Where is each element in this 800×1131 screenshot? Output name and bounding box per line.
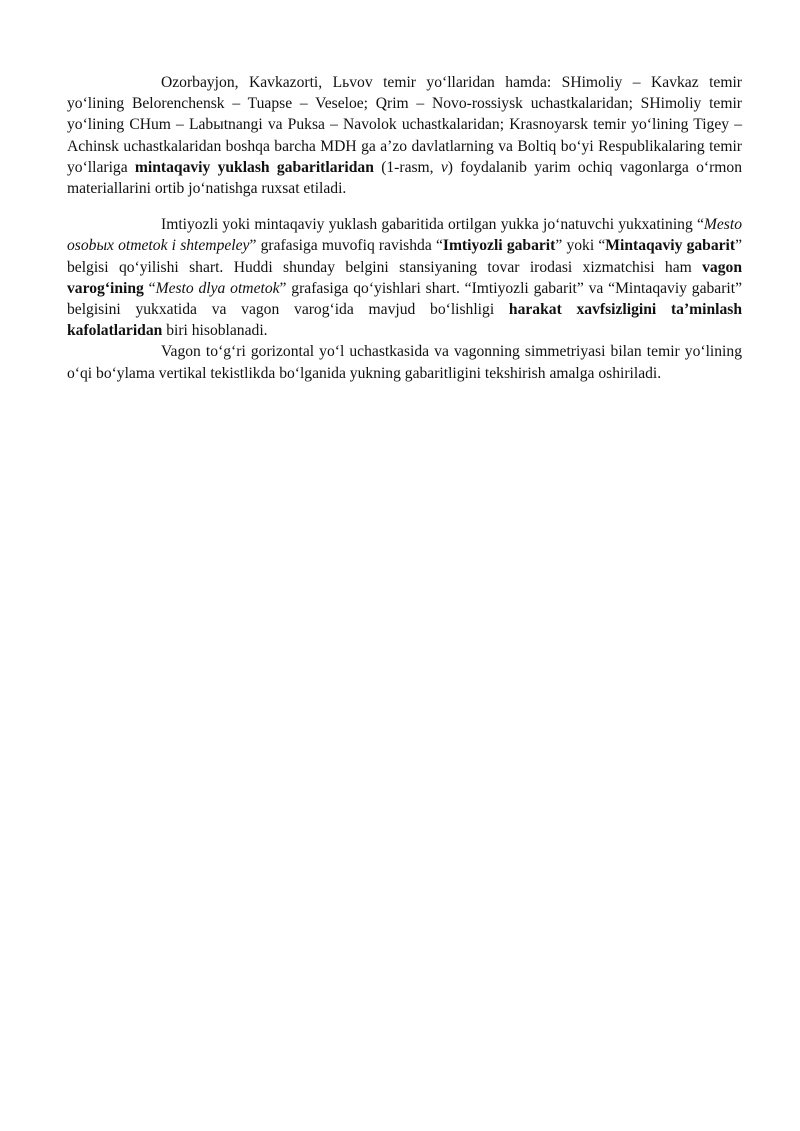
- paragraph-2: [67, 214, 742, 341]
- paragraph-3: [67, 341, 742, 383]
- text-run: ) foydalanib yarim ochiq vagonlarga o‘rmon materiallarini ortib jo‘natishga ruxsat etiladi.: [67, 158, 742, 198]
- text-run: ” belgisi qo‘yilishi shart. Huddi shunday belgini stansiyaning tovar irodasi xizmatchisi ham: [67, 237, 743, 276]
- text-run: “: [143, 279, 156, 297]
- italic-run: Mesto dlya otmetok: [155, 279, 280, 297]
- text-run: ” yoki “: [555, 237, 606, 255]
- bold-run: harakat xavfsizligini ta’minlash kafolatlaridan: [67, 301, 743, 340]
- document-page: [67, 72, 742, 384]
- italic-run: Mesto osobыx otmetok i shtempeley: [67, 216, 742, 255]
- text-run: ” grafasiga muvofiq ravishda “: [249, 237, 443, 255]
- paragraph-1: [67, 72, 742, 199]
- bold-run: Imtiyozli gabarit: [442, 237, 556, 255]
- text-run: biri hisoblanadi.: [162, 322, 268, 340]
- bold-run: vagon varog‘ining: [67, 258, 742, 297]
- text-run: ” grafasiga qo‘yishlari shart. “Imtiyozli gabarit” va “Mintaqaviy gabarit” belgisini yukxatida va vagon varog‘ida mavjud bo‘lishligi: [67, 279, 742, 319]
- bold-run: mintaqaviy yuklash gabaritlaridan: [134, 158, 374, 176]
- text-run: Imtiyozli yoki mintaqaviy yuklash gabaritida ortilgan yukka jo‘natuvchi yukxatining “: [161, 216, 704, 234]
- bold-run: Mintaqaviy gabarit: [605, 237, 736, 255]
- text-run: Vagon to‘g‘ri gorizontal yo‘l uchastkasida va vagonning simmetriyasi bilan temir yo‘lining o‘qi bo‘ylama vertikal tekistlikda bo‘lganida yukning gabaritligini tekshirish amalga oshiriladi.: [67, 343, 742, 382]
- text-run: Ozorbayjon, Kavkazorti, Lьvov temir yo‘llaridan hamda: SHimoliy – Kavkaz temir yo‘lining Belorenchensk – Tuapse – Veseloe; Qrim – Novo-rossiysk uchastkalaridan; SHimoliy temir yo‘lining CHum – Labыtnangi va Puksa – Navolok uchastkalaridan; Krasnoyarsk temir yo‘lining Tigey – Achinsk uchastkalaridan boshqa barcha MDH ga a’zo davlatlarning va Boltiq bo‘yi Respublikalaring temir yo‘llariga: [67, 74, 742, 176]
- italic-run: v: [440, 158, 448, 176]
- text-run: (1-rasm,: [373, 158, 441, 176]
